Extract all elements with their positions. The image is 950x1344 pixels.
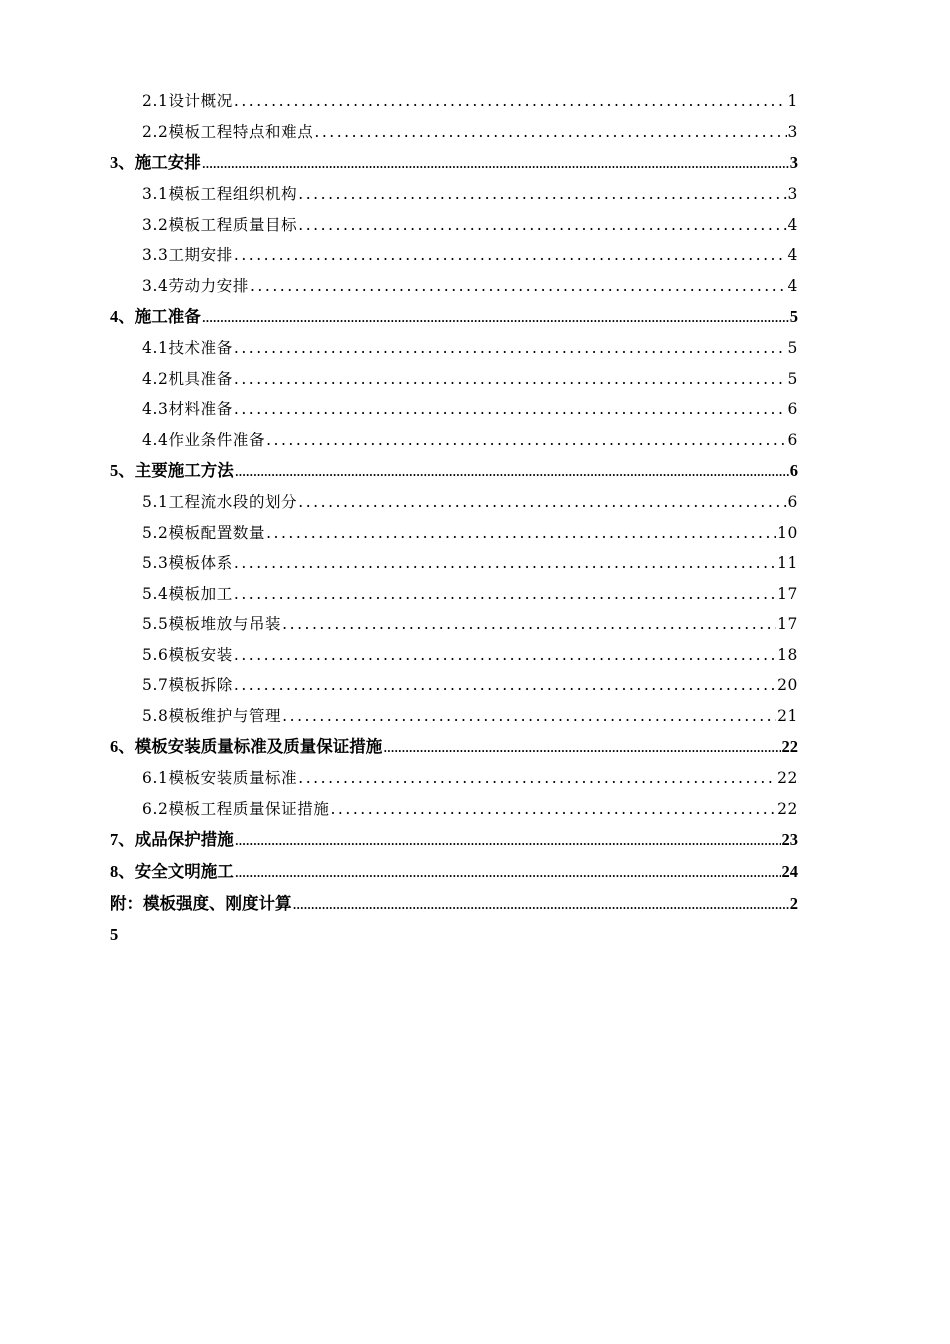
toc-entry-page: 22 [777,799,798,818]
toc-section-page: 5 [789,307,798,326]
toc-entry[interactable] [110,86,798,117]
dot-leader [234,670,776,701]
dot-leader [235,455,789,487]
toc-section-page: 6 [789,461,798,480]
dot-leader [234,579,776,610]
toc-entry-page: 10 [777,523,798,542]
toc-entry-page: 3 [787,185,798,203]
dot-leader [298,487,786,518]
toc-entry-title: 2.1设计概况 [142,92,233,110]
toc-section-title: 3、施工安排 [110,153,201,172]
dot-leader [234,640,776,671]
dot-leader [282,701,776,732]
toc-entry-title: 3.3工期安排 [142,246,233,264]
toc-entry[interactable] [110,487,798,518]
toc-entry-page: 4 [787,276,798,295]
toc-section-heading[interactable] [110,301,798,333]
toc-appendix-heading[interactable] [110,888,798,920]
toc-entry-title: 4.2机具准备 [142,369,233,388]
dot-leader [234,548,776,579]
dot-leader [234,86,787,117]
toc-entry[interactable] [110,364,798,395]
toc-entry[interactable] [110,701,798,732]
table-of-contents [110,86,798,950]
toc-entry-title: 5.7模板拆除 [142,676,233,694]
dot-leader [234,333,787,364]
dot-leader [202,301,789,333]
toc-entry-page: 5 [787,369,798,388]
toc-entry-page: 6 [787,400,798,418]
toc-entry[interactable] [110,609,798,640]
toc-entry-page: 11 [777,554,798,572]
toc-section-page: 3 [789,153,798,172]
dot-leader [282,609,776,640]
toc-section-heading[interactable] [110,824,798,856]
toc-section-page: 22 [781,737,798,756]
toc-entry[interactable] [110,240,798,271]
dot-leader [298,179,786,210]
toc-section-title: 7、成品保护措施 [110,830,234,849]
toc-section-heading[interactable] [110,731,798,763]
toc-entry-title: 5.4模板加工 [142,584,233,603]
toc-entry-title: 2.2模板工程特点和难点 [142,122,314,141]
toc-entry[interactable] [110,794,798,825]
toc-section-heading[interactable] [110,455,798,487]
toc-entry[interactable] [110,640,798,671]
dot-leader [266,425,786,456]
dot-leader [266,518,776,549]
dot-leader [330,794,776,825]
toc-entry[interactable] [110,271,798,302]
toc-entry-page: 3 [787,122,798,141]
toc-entry-page: 6 [787,430,798,449]
toc-entry-page: 4 [787,246,798,264]
toc-entry-title: 3.1模板工程组织机构 [142,185,298,203]
toc-entry[interactable] [110,518,798,549]
dot-leader [235,856,781,888]
toc-entry-title: 5.2模板配置数量 [142,523,266,542]
toc-section-heading[interactable] [110,856,798,888]
toc-entry[interactable] [110,579,798,610]
toc-entry[interactable] [110,670,798,701]
toc-entry-title: 6.1模板安装质量标准 [142,769,298,787]
toc-section-page: 2 [789,894,798,913]
toc-entry[interactable] [110,117,798,148]
toc-entry-page: 20 [777,676,798,694]
toc-section-heading[interactable] [110,147,798,179]
toc-entry-page: 6 [787,493,798,511]
toc-section-title: 4、施工准备 [110,307,201,326]
toc-entry-title: 6.2模板工程质量保证措施 [142,799,330,818]
dot-leader [234,394,787,425]
toc-entry-title: 5.6模板安装 [142,645,233,664]
toc-entry-title: 5.3模板体系 [142,554,233,572]
toc-section-title: 8、安全文明施工 [110,862,234,881]
toc-section-title: 附：模板强度、刚度计算 [110,894,292,913]
dot-leader [298,210,786,241]
toc-page-number-continuation: 5 [110,925,119,944]
toc-entry-page: 5 [787,339,798,357]
toc-entry-title: 4.4作业条件准备 [142,430,266,449]
toc-entry[interactable] [110,210,798,241]
dot-leader [314,117,786,148]
toc-entry[interactable] [110,425,798,456]
toc-section-title: 5、主要施工方法 [110,461,234,480]
toc-entry[interactable] [110,394,798,425]
toc-entry-title: 3.4劳动力安排 [142,276,249,295]
toc-section-page: 24 [781,862,798,881]
toc-section-title: 6、模板安装质量标准及质量保证措施 [110,737,383,756]
toc-entry-page: 1 [787,92,798,110]
toc-entry-title: 5.1工程流水段的划分 [142,493,298,511]
toc-entry-title: 3.2模板工程质量目标 [142,215,298,234]
toc-entry[interactable] [110,548,798,579]
dot-leader [250,271,787,302]
dot-leader [234,364,787,395]
toc-entry-title: 4.1技术准备 [142,339,233,357]
toc-entry[interactable] [110,179,798,210]
dot-leader [235,824,781,856]
dot-leader [202,147,789,179]
toc-entry-title: 5.8模板维护与管理 [142,706,282,725]
dot-leader [234,240,787,271]
toc-entry-page: 18 [777,645,798,664]
toc-entry-title: 5.5模板堆放与吊装 [142,615,282,633]
toc-entry-page: 22 [777,769,798,787]
toc-entry[interactable] [110,763,798,794]
toc-entry[interactable] [110,333,798,364]
dot-leader [293,888,789,920]
toc-section-page: 23 [781,830,798,849]
dot-leader [383,731,780,763]
toc-entry-page: 17 [777,584,798,603]
toc-entry-title: 4.3材料准备 [142,400,233,418]
dot-leader [298,763,776,794]
toc-entry-page: 4 [787,215,798,234]
toc-entry-page: 21 [777,706,798,725]
toc-entry-page: 17 [777,615,798,633]
